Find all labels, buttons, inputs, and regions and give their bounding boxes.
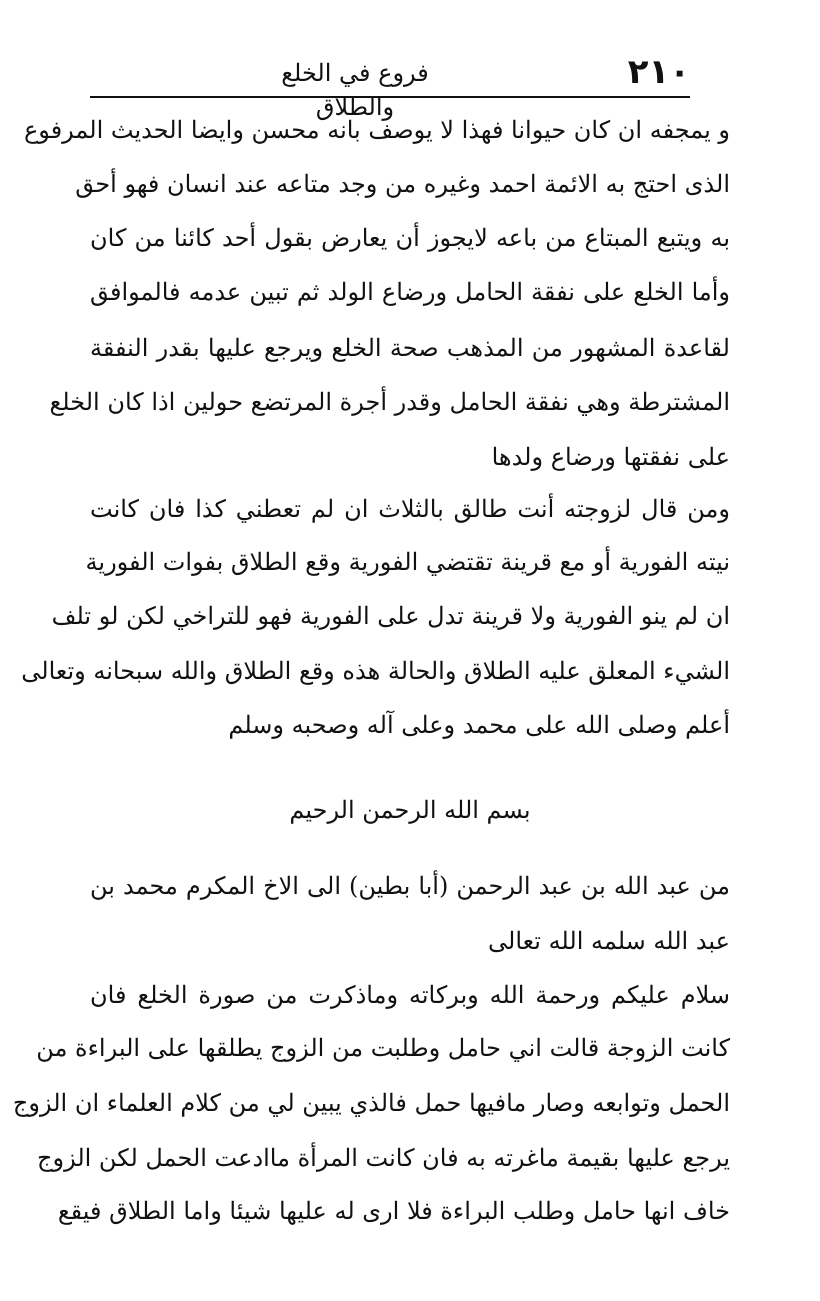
- text-line-1: و يمجفه ان كان حيوانا فهذا لا يوصف بانه محسن وايضا الحديث المرفوع: [23, 116, 730, 144]
- text-line-14: عبد الله سلمه الله تعالى: [488, 927, 730, 955]
- text-line-12: أعلم وصلى الله على محمد وعلى آله وصحبه وسلم: [228, 711, 730, 739]
- text-line-3: به ويتبع المبتاع من باعه لايجوز أن يعارض بقول أحد كائنا من كان: [90, 224, 730, 252]
- text-line-17: الحمل وتوابعه وصار مافيها حمل فالذي يبين لي من كلام العلماء ان الزوج: [12, 1089, 730, 1117]
- page-header: [90, 50, 690, 121]
- text-line-18: يرجع عليها بقيمة ماغرته به فان كانت المرأة ماادعت الحمل لكن الزوج: [37, 1144, 730, 1172]
- text-line-16: كانت الزوجة قالت اني حامل وطلبت من الزوج يطلقها على البراءة من: [36, 1034, 730, 1062]
- running-title: فروع في الخلع والطلاق: [281, 59, 429, 121]
- text-line-7: على نفقتها ورضاع ولدها: [491, 443, 730, 471]
- text-line-4: وأما الخلع على نفقة الحامل ورضاع الولد ثم تبين عدمه فالموافق: [90, 278, 730, 306]
- text-line-2: الذى احتج به الائمة احمد وغيره من وجد متاعه عند انسان فهو أحق: [75, 170, 730, 198]
- text-line-9: نيته الفورية أو مع قرينة تقتضي الفورية وقع الطلاق بفوات الفورية: [85, 548, 730, 576]
- text-line-11: الشيء المعلق عليه الطلاق والحالة هذه وقع الطلاق والله سبحانه وتعالى: [21, 657, 730, 685]
- basmala-heading: بسم الله الرحمن الرحيم: [289, 796, 531, 824]
- text-line-13: من عبد الله بن عبد الرحمن (أبا بطين) الى الاخ المكرم محمد بن: [90, 872, 730, 900]
- text-line-19: خاف انها حامل وطلب البراءة فلا ارى له عليها شيئا واما الطلاق فيقع: [57, 1197, 730, 1225]
- text-line-5: لقاعدة المشهور من المذهب صحة الخلع ويرجع عليها بقدر النفقة: [90, 334, 730, 362]
- page-number: ٢١٠: [627, 52, 690, 92]
- text-line-8: ومن قال لزوجته أنت طالق بالثلاث ان لم تعطني كذا فان كانت: [90, 495, 730, 523]
- text-line-15: سلام عليكم ورحمة الله وبركاته وماذكرت من صورة الخلع فان: [90, 981, 731, 1009]
- text-line-6: المشترطة وهي نفقة الحامل وقدر أجرة المرتضع حولين اذا كان الخلع: [49, 388, 730, 416]
- header-rule: [90, 96, 690, 98]
- text-line-10: ان لم ينو الفورية ولا قرينة تدل على الفورية فهو للتراخي لكن لو تلف: [51, 602, 730, 630]
